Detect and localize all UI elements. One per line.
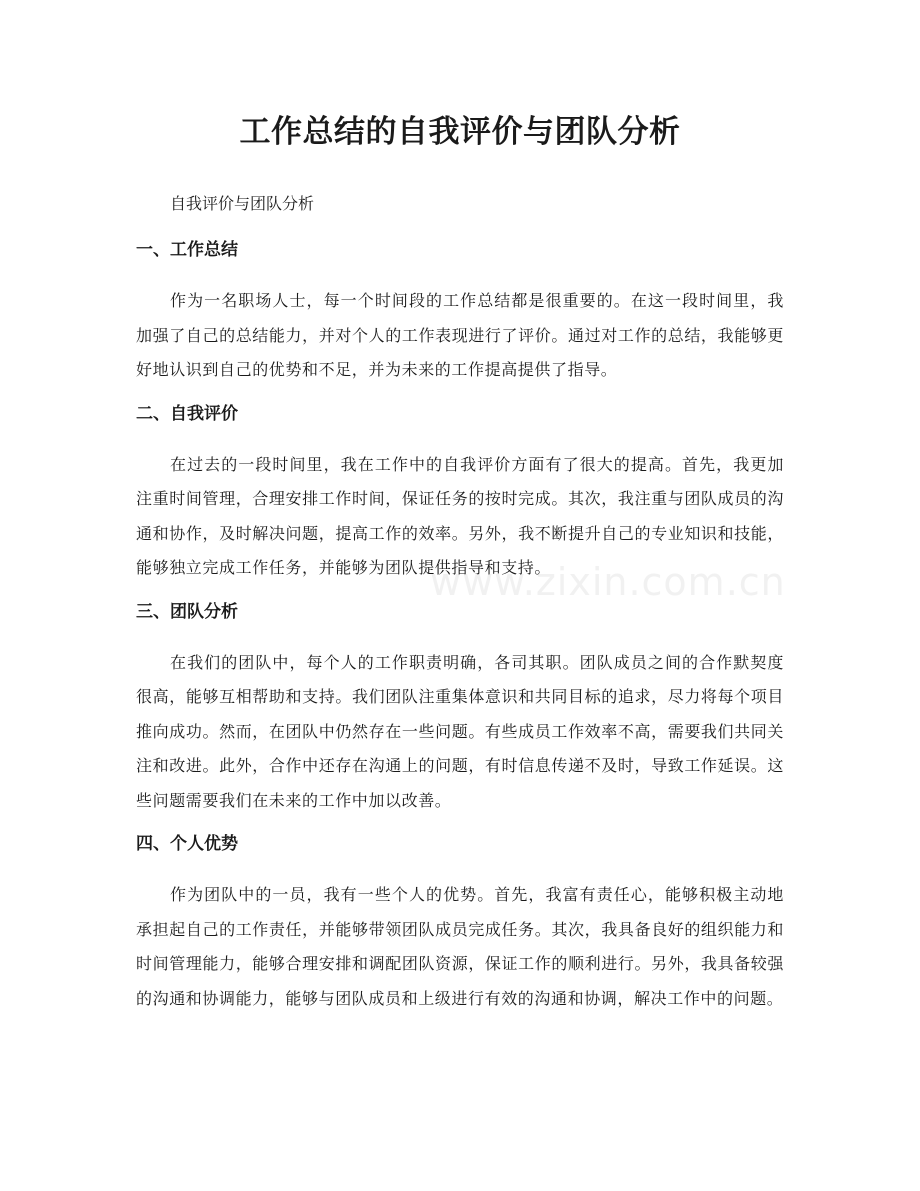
section-heading: 三、团队分析: [136, 601, 238, 622]
section-paragraph: 作为团队中的一员，我有一些个人的优势。首先，我富有责任心，能够积极主动地承担起自己的工作责任，并能够带领团队成员完成任务。其次，我具备良好的组织能力和时间管理能力，能够合理安排和调配团队资源，保证工作的顺利进行。另外，我具备较强的沟通和协调能力，能够与团队成员和上级进行有效的沟通和协调，解决工作中的问题。: [136, 885, 784, 1008]
section-self-evaluation: [136, 402, 784, 586]
section-paragraph: 在我们的团队中，每个人的工作职责明确，各司其职。团队成员之间的合作默契度很高，能够互相帮助和支持。我们团队注重集体意识和共同目标的追求，尽力将每个项目推向成功。然而，在团队中仍然存在一些问题。有些成员工作效率不高，需要我们共同关注和改进。此外，合作中还存在沟通上的问题，有时信息传递不及时，导致工作延误。这些问题需要我们在未来的工作中加以改善。: [136, 652, 784, 810]
section-heading: 一、工作总结: [136, 240, 238, 260]
section-paragraph: 作为一名职场人士，每一个时间段的工作总结都是很重要的。在这一段时间里，我加强了自己的总结能力，并对个人的工作表现进行了评价。通过对工作的总结，我能够更好地认识到自己的优势和不足，并为未来的工作提高提供了指导。: [136, 291, 784, 379]
document-subtitle: 自我评价与团队分析: [170, 194, 315, 213]
section-paragraph: 在过去的一段时间里，我在工作中的自我评价方面有了很大的提高。首先，我更加注重时间管理，合理安排工作时间，保证任务的按时完成。其次，我注重与团队成员的沟通和协作，及时解决问题，提高工作的效率。另外，我不断提升自己的专业知识和技能，能够独立完成工作任务，并能够为团队提供指导和支持。: [136, 454, 784, 577]
section-work-summary: [136, 238, 784, 388]
watermark: www.zixin.com.cn: [430, 560, 786, 604]
section-personal-strengths: [136, 832, 784, 1016]
document-title: 工作总结的自我评价与团队分析: [239, 114, 681, 150]
section-team-analysis: [136, 600, 784, 819]
section-heading: 二、自我评价: [136, 403, 238, 424]
section-heading: 四、个人优势: [136, 834, 238, 854]
